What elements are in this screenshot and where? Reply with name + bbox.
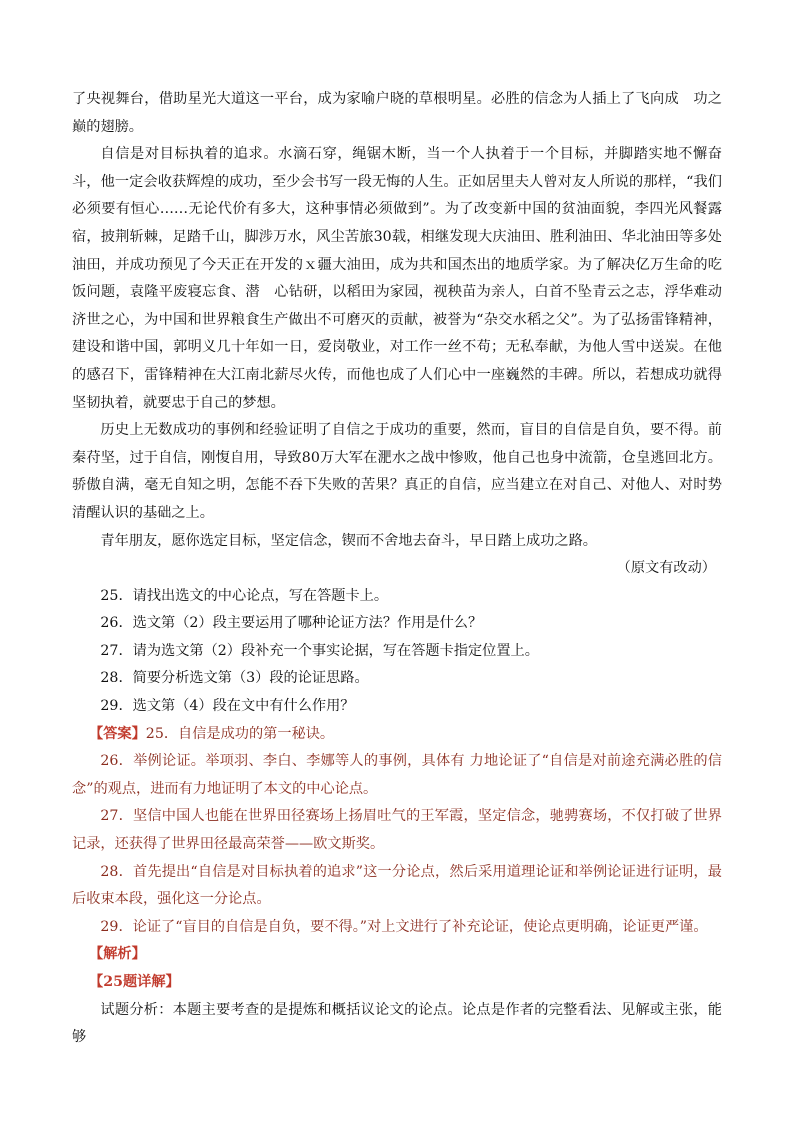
paragraph-1: 了央视舞台，借助星光大道这一平台，成为家喻户晓的草根明星。必胜的信念为人插上了飞向成 功之巅的翅膀。 <box>72 91 722 135</box>
question-26: 26．选文第（2）段主要运用了哪种论证方法？作用是什么？ <box>100 615 483 632</box>
paragraph-3: 历史上无数成功的事例和经验证明了自信之于成功的重要，然而，盲目的自信是自负，要不得。前秦苻坚，过于自信，刚愎自用，导致80万大军在淝水之战中惨败，他自己也身中流箭，仓皇逃回北方。骄傲自满，毫无自知之明，怎能不吞下失败的苦果？真正的自信，应当建立在对自己、对他人、对时势清醒认识的基础之上。 <box>72 422 722 521</box>
answer-27: 27．坚信中国人也能在世界田径赛场上扬眉吐气的王军霞，坚定信念，驰骋赛场，不仅打破了世界记录，还获得了世界田径最高荣誉——欧文斯奖。 <box>72 808 722 853</box>
analysis-text: 试题分析：本题主要考查的是提炼和概括议论文的论点。论点是作者的完整看法、见解或主张，能够 <box>72 1001 722 1046</box>
document-page <box>72 86 722 1052</box>
answer-29: 29．论证了“盲目的自信是自负，要不得。”对上文进行了补充论证，使论点更明确，论证更严谨。 <box>100 918 708 935</box>
question-28: 28．简要分析选文第（3）段的论证思路。 <box>100 670 369 687</box>
question-29: 29．选文第（4）段在文中有什么作用？ <box>100 698 355 715</box>
source-note: （原文有改动） <box>616 560 716 577</box>
answer-26: 26．举例论证。举项羽、李白、李娜等人的事例，具体有 力地论证了“自信是对前途充满必胜的信念”的观点，进而有力地证明了本文的中心论点。 <box>72 753 722 797</box>
detail-tag-25: 【25题详解】 <box>89 974 180 990</box>
answer-25: 25．自信是成功的第一秘诀。 <box>145 725 335 742</box>
answer-block-first <box>72 721 722 749</box>
paragraph-4: 青年朋友，愿你选定目标，坚定信念，锲而不舍地去奋斗，早日踏上成功之路。 <box>100 532 597 549</box>
answer-28: 28．首先提出“自信是对目标执着的追求”这一分论点，然后采用道理论证和举例论证进行证明，最后收束本段，强化这一分论点。 <box>72 863 722 908</box>
answer-tag: 【答案】 <box>89 725 146 742</box>
paragraph-2: 自信是对目标执着的追求。水滴石穿，绳锯木断，当一个人执着于一个目标，并脚踏实地不懈奋斗，他一定会收获辉煌的成功，至少会书写一段无悔的人生。正如居里夫人曾对友人所说的那样，“我们必须要有恒心……无论代价有多大，这种事情必须做到”。为了改变新中国的贫油面貌，李四光风餐露宿，披荆斩棘，足踏千山，脚涉万水，风尘苦旅30载，相继发现大庆油田、胜利油田、华北油田等多处油田，并成功预见了今天正在开发的ｘ疆大油田，成为共和国杰出的地质学家。为了解决亿万生命的吃饭问题，袁隆平废寝忘食、潜 心钻研，以稻田为家园，视秧苗为亲人，白首不坠青云之志，浮华难动济世之心，为中国和世界粮食生产做出不可磨灭的贡献，被誉为“杂交水稻之父”。为了弘扬雷锋精神，建设和谐中国，郭明义几十年如一日，爱岗敬业，对工作一丝不苟；无私奉献，为他人雪中送炭。在他的感召下，雷锋精神在大江南北薪尽火传，而他也成了人们心中一座巍然的丰碑。所以，若想成功就得坚韧执着，就要忠于自己的梦想。 <box>72 146 722 411</box>
analysis-tag: 【解析】 <box>89 946 146 963</box>
question-27: 27．请为选文第（2）段补充一个事实论据，写在答题卡指定位置上。 <box>100 642 539 659</box>
question-25: 25．请找出选文的中心论点，写在答题卡上。 <box>100 587 389 604</box>
